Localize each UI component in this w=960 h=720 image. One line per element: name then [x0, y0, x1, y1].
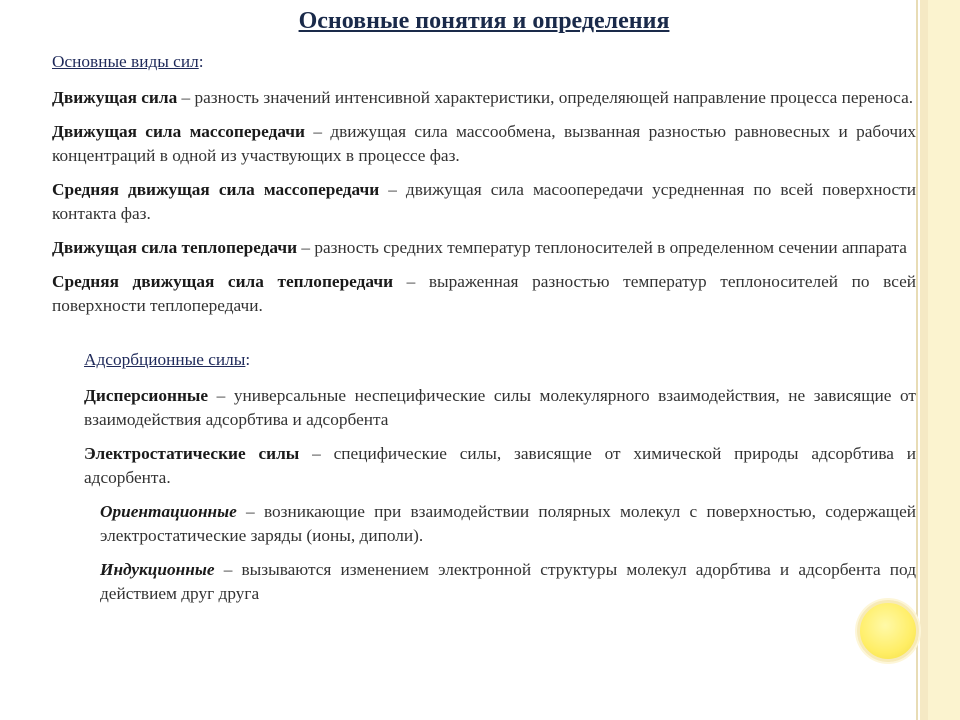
definition-term: Движущая сила теплопередачи	[52, 238, 298, 257]
definition-electrostatic	[84, 442, 916, 490]
section-heading-text: Адсорбционные силы	[84, 350, 246, 369]
definition-dispersion	[84, 384, 916, 432]
definition-text: – выраженная разностью температур теплоносителей по всей поверхности теплопередачи.	[52, 272, 916, 315]
definition-text: – разность значений интенсивной характеристики, определяющей направление процесса переноса.	[177, 88, 914, 107]
definition-driving-force	[52, 86, 916, 110]
definition-text: – разность средних температур теплоносителей в определенном сечении аппарата	[297, 238, 907, 257]
definition-text: – возникающие при взаимодействии полярных молекул с поверхностью, содержащей электростатические заряды (ионы, диполи).	[100, 502, 916, 545]
section-heading-forces: Основные виды сил:	[52, 52, 204, 71]
definition-mass-transfer-force	[52, 120, 916, 168]
definition-heat-transfer-force	[52, 236, 916, 260]
section-heading-adsorption: Адсорбционные силы:	[84, 350, 251, 369]
definition-mean-mass-transfer-force	[52, 178, 916, 226]
definition-term: Движущая сила массопередачи	[52, 122, 305, 141]
definition-text: – вызываются изменением электронной структуры молекул адорбтива и адсорбента под действием друг друга	[100, 560, 916, 603]
definition-term: Электростатические силы	[84, 444, 300, 463]
decorative-side-stripe	[920, 0, 960, 720]
definition-orientation	[100, 500, 916, 548]
definition-text: – универсальные неспецифические силы молекулярного взаимодействия, не зависящие от взаимодействия адсорбтива и адсорбента	[84, 386, 916, 429]
section-heading-text: Основные виды сил	[52, 52, 199, 71]
definition-term: Средняя движущая сила массопередачи	[52, 180, 380, 199]
definition-induction	[100, 558, 916, 606]
definition-term: Индукционные	[100, 560, 215, 579]
page-title: Основные понятия и определения	[298, 8, 670, 34]
definition-term: Дисперсионные	[84, 386, 209, 405]
definition-mean-heat-transfer-force	[52, 270, 916, 318]
definition-term: Средняя движущая сила теплопередачи	[52, 272, 394, 291]
definition-text: – движущая сила массообмена, вызванная разностью равновесных и рабочих концентраций в одной из участвующих в процессе фаз.	[52, 122, 916, 165]
definition-term: Ориентационные	[100, 502, 237, 521]
definition-text: – специфические силы, зависящие от химической природы адсорбтива и адсорбента.	[84, 444, 917, 487]
definition-text: – движущая сила масоопередачи усредненная по всей поверхности контакта фаз.	[52, 180, 916, 223]
content-area	[52, 50, 916, 616]
definition-term: Движущая сила	[52, 88, 178, 107]
